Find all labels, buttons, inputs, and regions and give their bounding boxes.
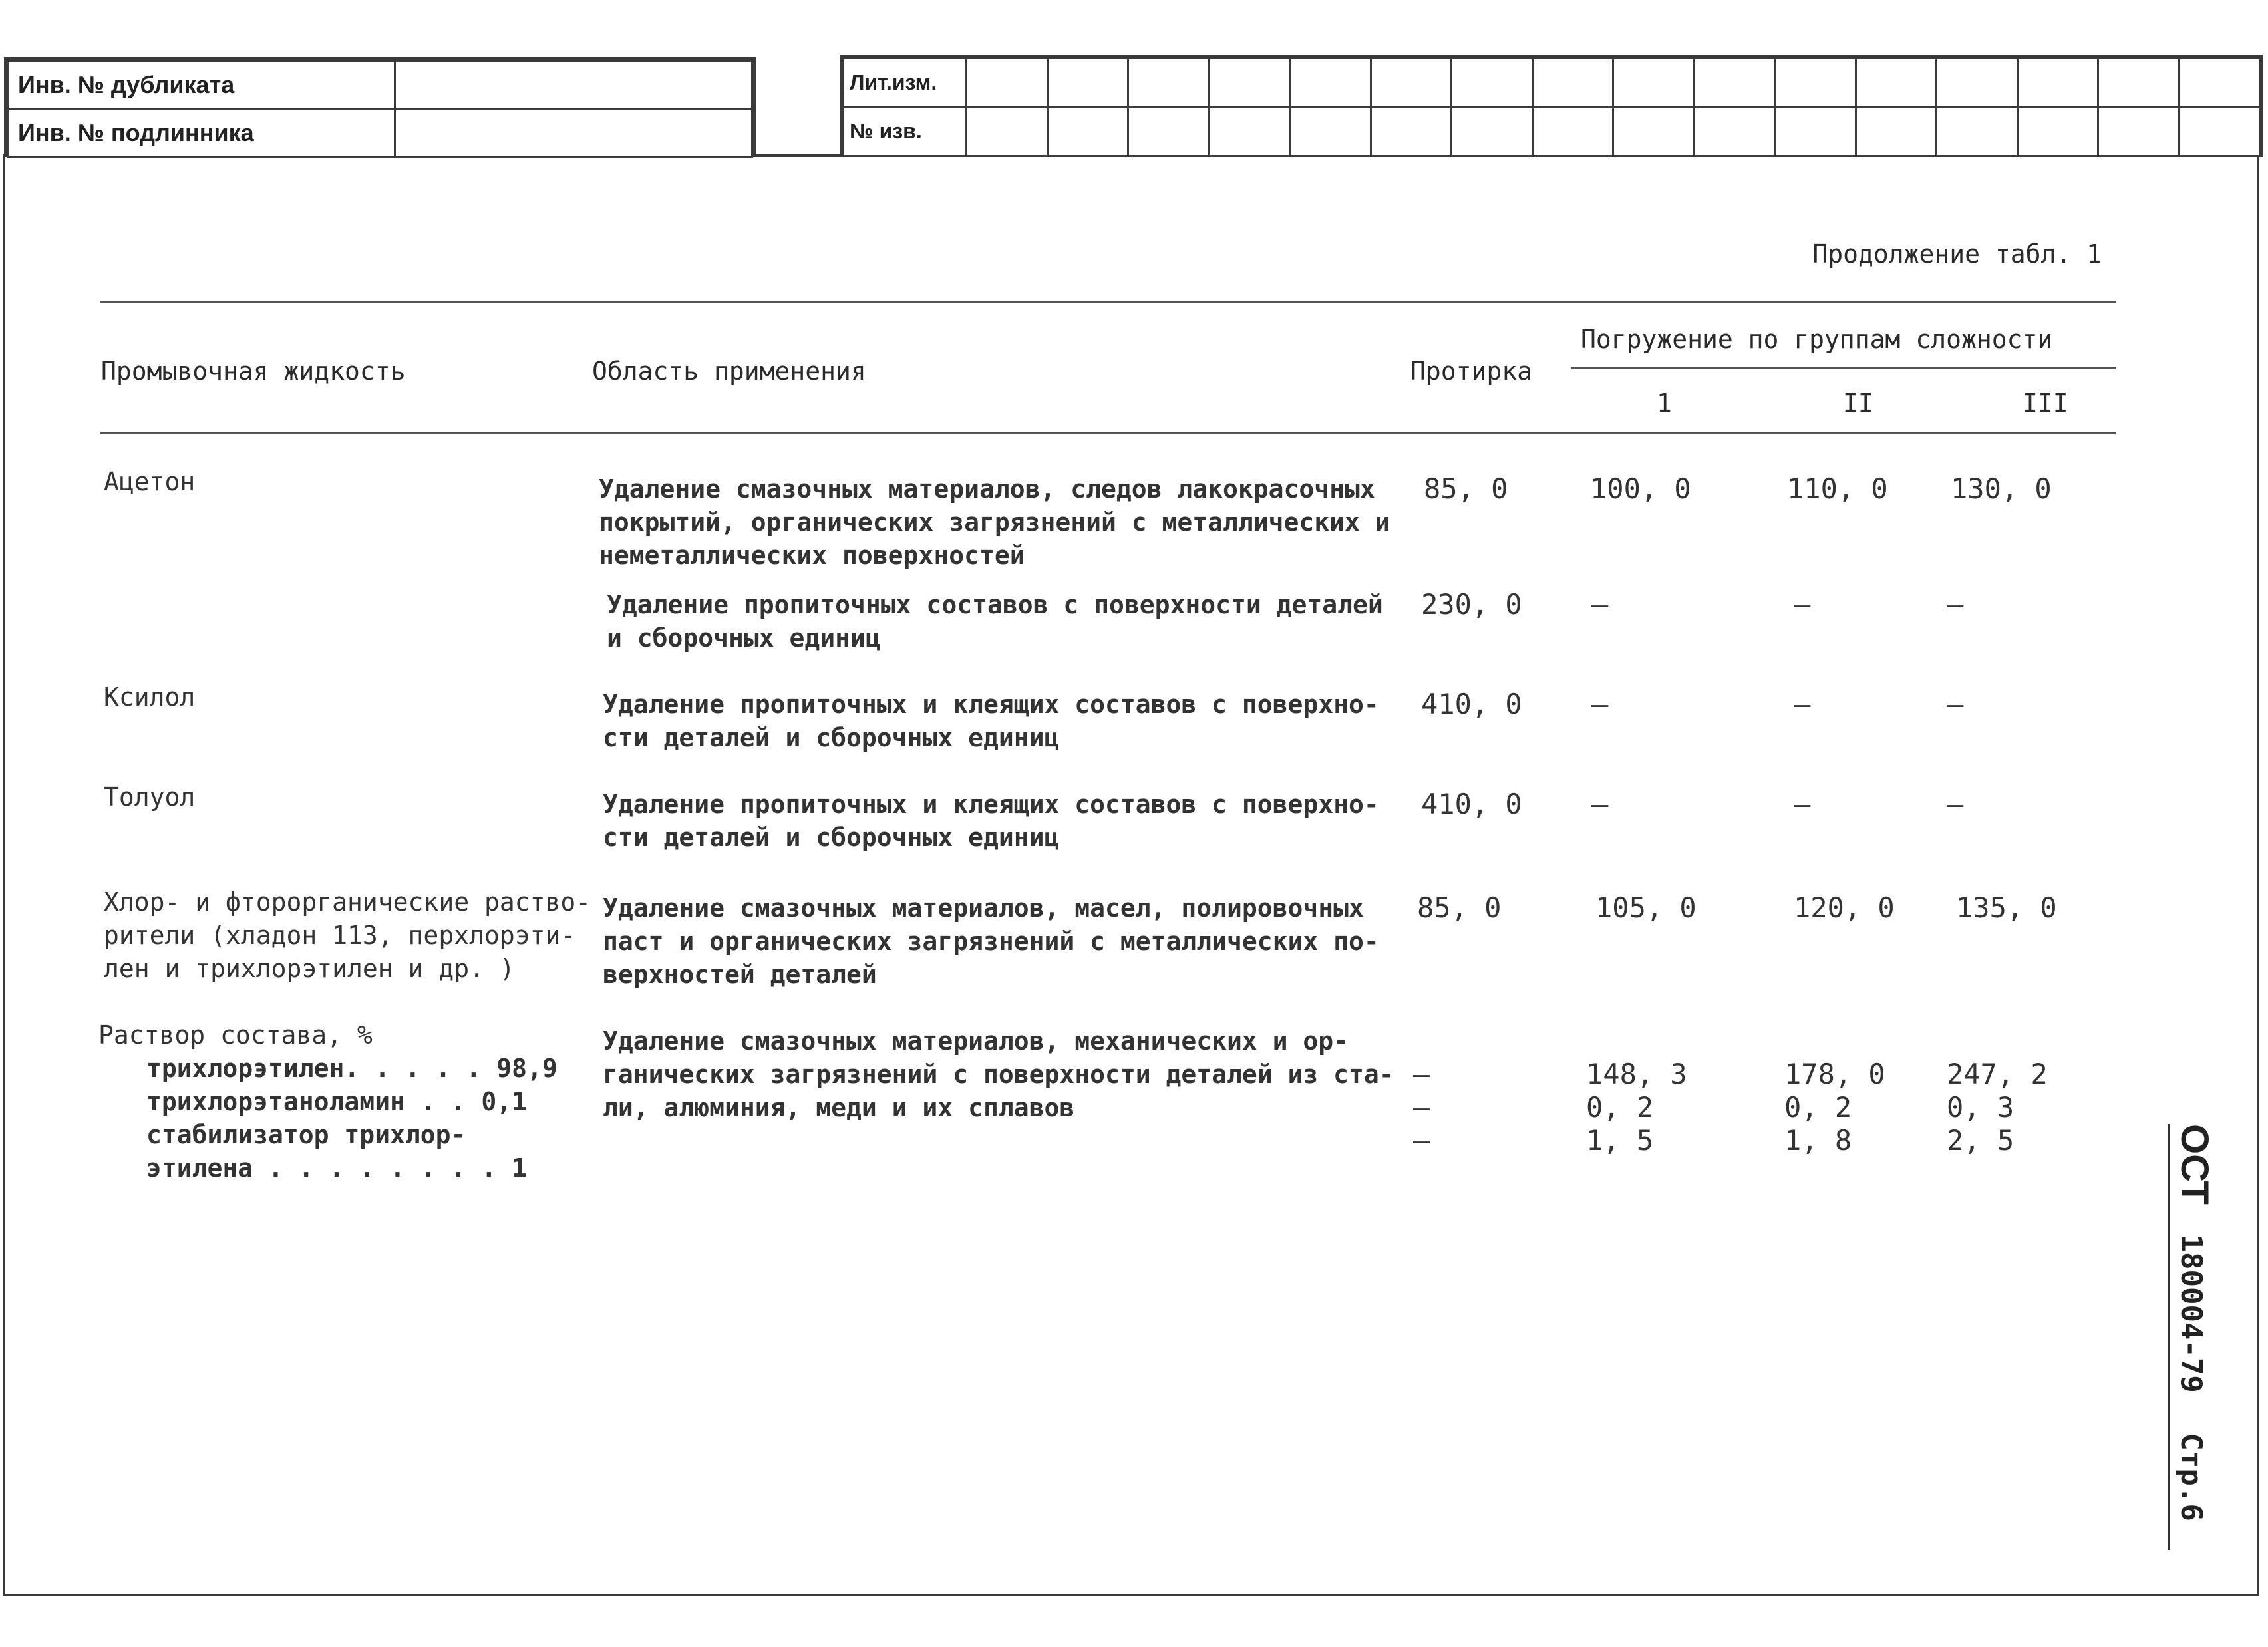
header-group-2: II <box>1843 388 1873 418</box>
standard-prefix: ОСТ <box>2173 1124 2216 1205</box>
row-application: Удаление смазочных материалов, масел, полировочных паст и органических загрязнений с металлических по- верхностей деталей <box>603 893 1379 989</box>
header-wipe: Протирка <box>1410 357 1533 386</box>
row-group-1: – <box>1591 788 1609 820</box>
row-application: Удаление пропиточных составов с поверхности деталей и сборочных единиц <box>607 590 1383 653</box>
row-fluid: Раствор состава, % трихлорэтилен. . . . . 98,9 трихлорэтаноламин . . 0,1 стабилизатор трихлор- этилена . . . . . . . . 1 <box>98 1020 558 1183</box>
row-application: Удаление пропиточных и клеящих составов с поверхно- сти деталей и сборочных единиц <box>603 790 1379 852</box>
row-wipe: – – – <box>1413 1058 1430 1157</box>
immersion-subrule <box>1571 367 2116 369</box>
header-immersion: Погружение по группам сложности <box>1581 325 2053 354</box>
row-fluid: Ксилол <box>104 682 196 712</box>
row-group-1: 100, 0 <box>1590 472 1691 505</box>
row-group-1: – <box>1591 588 1609 621</box>
standard-number: 180004-79 <box>2174 1234 2208 1393</box>
inv-original-label: Инв. № подлинника <box>8 109 395 157</box>
standard-designation <box>2164 1124 2217 1550</box>
row-group-1: 105, 0 <box>1595 891 1697 924</box>
inv-original-value <box>395 109 752 157</box>
header-top-rule <box>100 301 2116 303</box>
row-group-3: 135, 0 <box>1956 891 2057 924</box>
row-wipe: 410, 0 <box>1421 788 1522 820</box>
row-group-2: – <box>1794 788 1811 820</box>
row-group-2: – <box>1794 588 1811 621</box>
row-group-3: 247, 2 0, 3 2, 5 <box>1947 1058 2048 1157</box>
row-group-3: – <box>1947 788 1964 820</box>
inventory-stamp <box>4 57 756 157</box>
header-group-1: 1 <box>1657 388 1672 418</box>
row-application: Удаление смазочных материалов, механических и ор- ганических загрязнений с поверхности деталей из ста- ли, алюминия, меди и их сплавов <box>603 1026 1394 1122</box>
row-group-3: – <box>1947 588 1964 621</box>
row-group-3: – <box>1947 688 1964 720</box>
row-group-2: 120, 0 <box>1794 891 1895 924</box>
row-group-3: 130, 0 <box>1951 472 2052 505</box>
row-group-1: 148, 3 0, 2 1, 5 <box>1586 1058 1687 1157</box>
designation-rule <box>2168 1124 2170 1550</box>
inv-duplicate-value <box>395 61 752 109</box>
row-application: Удаление пропиточных и клеящих составов с поверхно- сти деталей и сборочных единиц <box>603 690 1379 752</box>
inv-duplicate-label: Инв. № дубликата <box>8 61 395 109</box>
row-fluid: Ацетон <box>104 467 196 496</box>
header-application: Область применения <box>592 357 866 386</box>
row-group-1: – <box>1591 688 1609 720</box>
header-fluid: Промывочная жидкость <box>101 357 406 386</box>
change-stamp <box>840 55 2263 157</box>
row-wipe: 230, 0 <box>1421 588 1522 621</box>
row-group-2: 110, 0 <box>1787 472 1888 505</box>
row-wipe: 410, 0 <box>1421 688 1522 720</box>
row-group-2: 178, 0 0, 2 1, 8 <box>1784 1058 1885 1157</box>
row-wipe: 85, 0 <box>1424 472 1508 505</box>
lit-izm-label: Лит.изм. <box>844 59 967 108</box>
row-application: Удаление смазочных материалов, следов лакокрасочных покрытий, органических загрязнений с металлических и неметаллических поверхностей <box>599 474 1390 570</box>
row-wipe: 85, 0 <box>1417 891 1502 924</box>
table-caption: Продолжение табл. 1 <box>1812 239 2102 269</box>
row-fluid: Хлор- и фторорганические раство- рители (хладон 113, перхлорэти- лен и трихлорэтилен и др. ) <box>104 887 591 983</box>
page-number: Стр.6 <box>2174 1433 2208 1521</box>
row-fluid: Толуол <box>104 782 196 812</box>
no-izv-label: № изв. <box>844 107 967 156</box>
row-group-2: – <box>1794 688 1811 720</box>
header-bottom-rule <box>100 432 2116 434</box>
header-group-3: III <box>2023 388 2068 418</box>
